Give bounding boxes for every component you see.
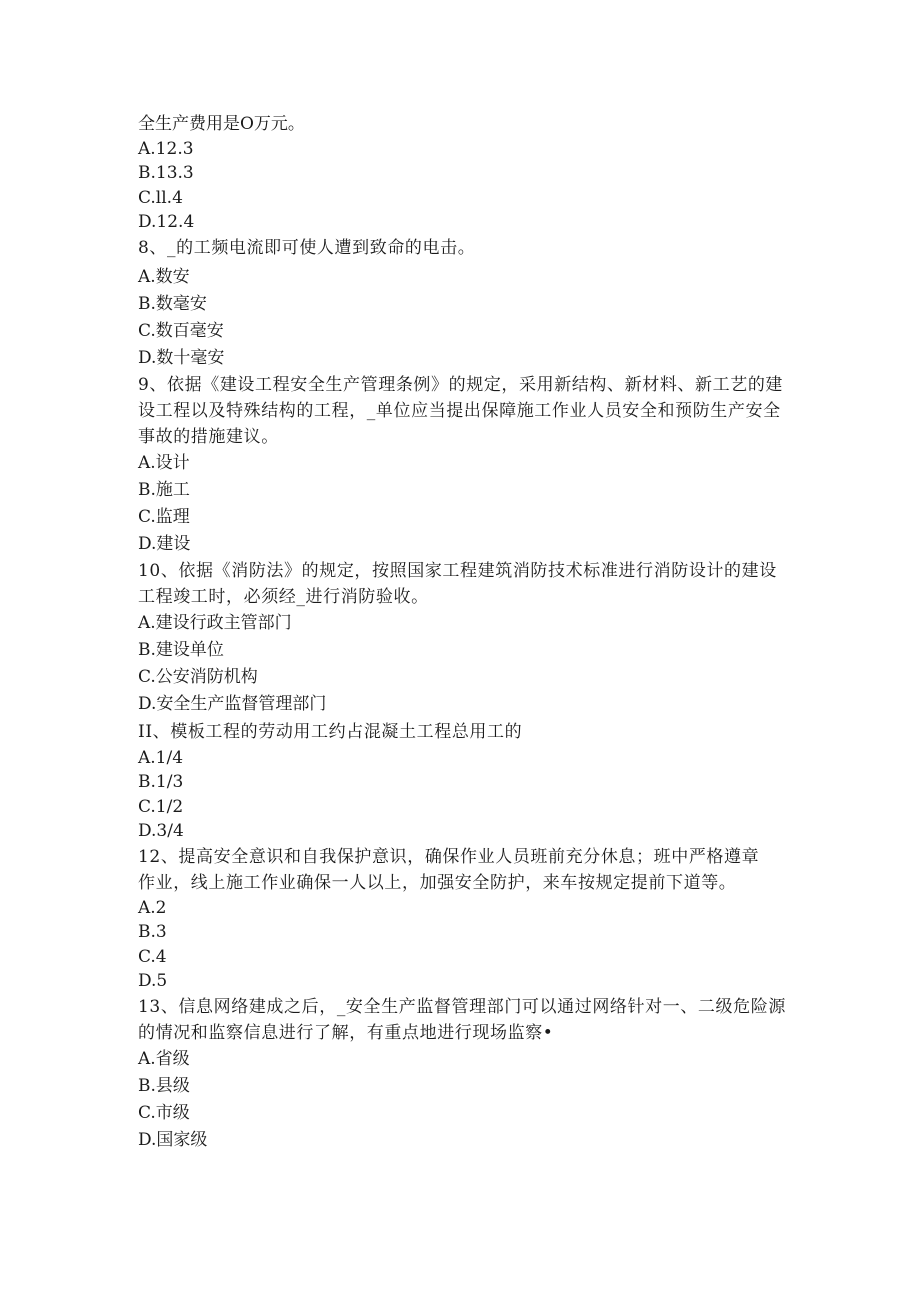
question-10: 10、依据《消防法》的规定，按照国家工程建筑消防技术标准进行消防设计的建设工程竣工时，必须经_进行消防验收。: [138, 560, 777, 607]
option-c: C.4: [138, 946, 167, 967]
option-b: B.数毫安: [138, 293, 207, 314]
question-13: 13、信息网络建成之后，_安全生产监督管理部门可以通过网络针对一、二级危险源的情况和监察信息进行了解，有重点地进行现场监察•: [138, 996, 786, 1043]
question-9: 9、依据《建设工程安全生产管理条例》的规定，采用新结构、新材料、新工艺的建设工程以及特殊结构的工程，_单位应当提出保障施工作业人员安全和预防生产安全事故的措施建议。: [138, 374, 784, 447]
option-b: B.3: [138, 922, 167, 942]
option-a: A.数安: [138, 266, 190, 287]
document-body: [138, 112, 788, 1154]
option-a: A.2: [138, 897, 167, 918]
option-b: B.施工: [138, 479, 190, 500]
option-c: C.公安消防机构: [138, 666, 258, 687]
option-a: A.12.3: [138, 138, 194, 159]
option-c: C.市级: [138, 1102, 190, 1123]
option-b: B.建设单位: [138, 639, 224, 660]
question-12: 12、提高安全意识和自我保护意识，确保作业人员班前充分休息；班中严格遵章作业，线上施工作业确保一人以上，加强安全防护，来车按规定提前下道等。: [138, 846, 760, 893]
option-c: C.1/2: [138, 796, 184, 817]
option-a: A.建设行政主管部门: [138, 612, 292, 633]
option-d: D.3/4: [138, 821, 184, 841]
option-c: C.监理: [138, 506, 190, 527]
option-d: D.安全生产监督管理部门: [138, 693, 327, 714]
option-d: D.数十毫安: [138, 347, 225, 368]
option-d: D.建设: [138, 533, 191, 554]
text-line: 全生产费用是O万元。: [138, 114, 305, 134]
option-d: D.国家级: [138, 1129, 208, 1150]
option-a: A.设计: [138, 452, 190, 473]
question-8: 8、_的工频电流即可使人遭到致命的电击。: [138, 237, 476, 258]
option-b: B.1/3: [138, 772, 184, 792]
option-d: D.12.4: [138, 212, 195, 232]
option-a: A.省级: [138, 1048, 190, 1069]
question-11: II、模板工程的劳动用工约占混凝土工程总用工的: [138, 721, 523, 742]
option-b: B.13.3: [138, 163, 194, 183]
option-d: D.5: [138, 971, 168, 991]
option-a: A.1/4: [138, 747, 184, 768]
option-c: C.ll.4: [138, 187, 183, 208]
option-c: C.数百毫安: [138, 320, 224, 341]
option-b: B.县级: [138, 1075, 190, 1096]
